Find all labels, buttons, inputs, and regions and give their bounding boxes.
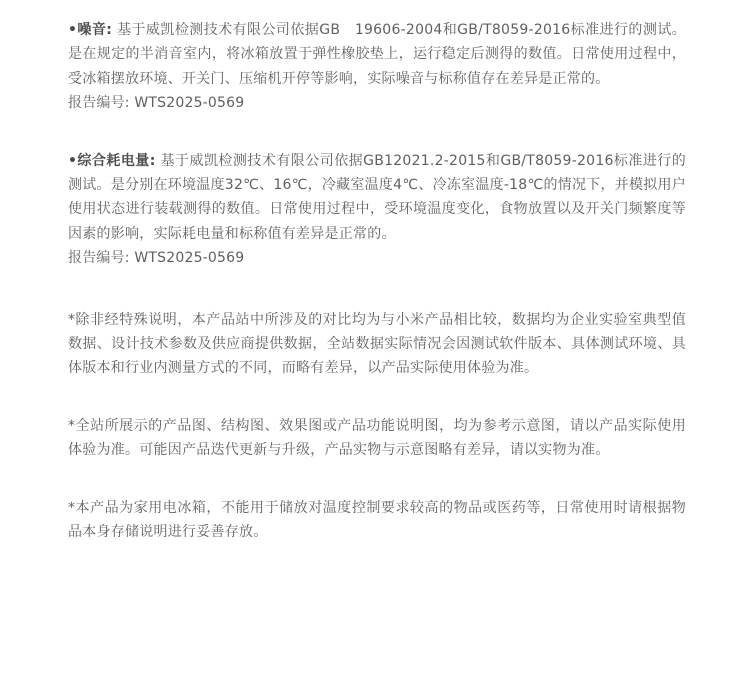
disclaimer-content <box>68 18 686 545</box>
comparison-note: *除非经特殊说明，本产品站中所涉及的对比均为与小米产品相比较，数据均为企业实验室典型值数据、设计技术参数及供应商提供数据，全站数据实际情况会因测试软件版本、具体测试环境、具体版本和行业内测量方式的不同，而略有差异，以产品实际使用体验为准。 <box>68 311 686 377</box>
spacer <box>68 271 686 308</box>
spacer <box>68 381 686 414</box>
power-consumption-label: •综合耗电量: <box>68 152 156 169</box>
power-consumption-text: 基于威凯检测技术有限公司依据GB12021.2-2015和GB/T8059-2016标准进行的测试。是分别在环境温度32℃、16℃，冷藏室温度4℃、冷冻室温度-18℃的情况下，并模拟用户使用状态进行装载测得的数值。日常使用过程中，受环境温度变化，食物放置以及开关门频繁度等因素的影响，实际耗电量和标称值有差异是正常的。 <box>68 152 686 242</box>
noise-text: 基于威凯检测技术有限公司依据GB 19606-2004和GB/T8059-2016标准进行的测试。是在规定的半消音室内，将冰箱放置于弹性橡胶垫上，运行稳定后测得的数值。日常使用过程中，受冰箱摆放环境、开关门、压缩机开停等影响，实际噪音与标称值存在差异是正常的。 <box>68 22 687 87</box>
power-report-number: 报告编号: WTS2025-0569 <box>68 250 245 267</box>
spacer <box>68 116 686 149</box>
usage-restriction-note: *本产品为家用电冰箱，不能用于储放对温度控制要求较高的物品或医药等，日常使用时请根据物品本身存储说明进行妥善存放。 <box>68 499 686 541</box>
noise-paragraph <box>68 18 686 91</box>
spacer <box>68 463 686 496</box>
power-consumption-paragraph <box>68 149 686 247</box>
noise-report-number: 报告编号: WTS2025-0569 <box>68 95 245 112</box>
image-reference-note: *全站所展示的产品图、结构图、效果图或产品功能说明图，均为参考示意图，请以产品实际使用体验为准。可能因产品迭代更新与升级，产品实物与示意图略有差异，请以实物为准。 <box>68 417 686 459</box>
noise-label: •噪音: <box>68 22 113 38</box>
